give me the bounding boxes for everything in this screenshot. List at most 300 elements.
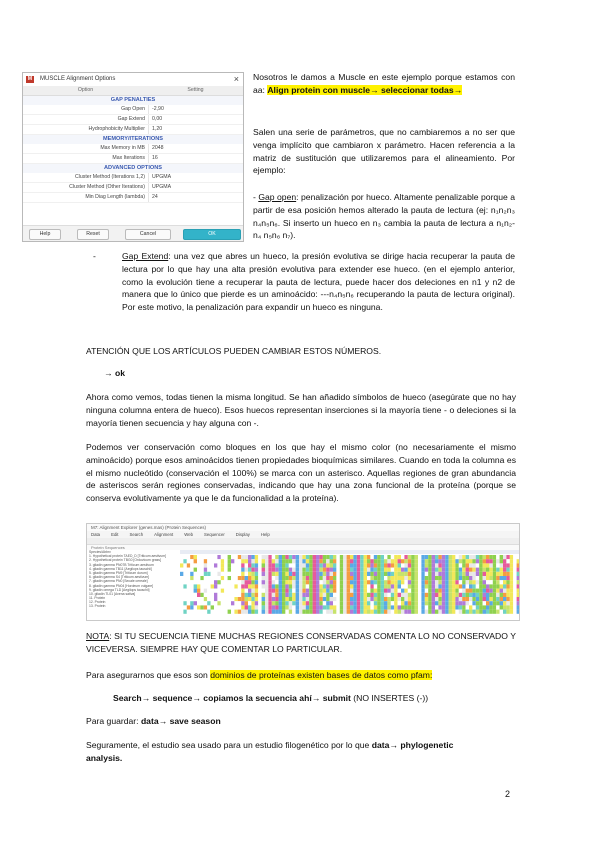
alignment-cell <box>418 584 421 588</box>
alignment-cell <box>183 601 186 605</box>
alignment-cell <box>387 580 390 584</box>
alignment-cell <box>411 580 414 584</box>
alignment-cell <box>401 597 404 601</box>
alignment-cell <box>401 601 404 605</box>
alignment-cell <box>197 589 200 593</box>
alignment-cell <box>248 593 251 597</box>
cancel-button[interactable]: Cancel <box>125 229 171 240</box>
alignment-cell <box>275 580 278 584</box>
alignment-cell <box>214 580 217 584</box>
alignment-cell <box>336 555 339 559</box>
alignment-cell <box>445 576 448 580</box>
alignment-cell <box>217 601 220 605</box>
alignment-cell <box>200 610 203 614</box>
option-row[interactable] <box>23 154 243 164</box>
alignment-cell <box>353 568 356 572</box>
alignment-cell <box>486 568 489 572</box>
alignment-cell <box>245 597 248 601</box>
alignment-cell <box>483 605 486 609</box>
alignment-cell <box>421 555 424 559</box>
alignment-cell <box>262 589 265 593</box>
alignment-cell <box>214 576 217 580</box>
alignment-cell <box>231 597 234 601</box>
alignment-cell <box>472 568 475 572</box>
alignment-cell <box>353 589 356 593</box>
alignment-cell <box>411 572 414 576</box>
alignment-cell <box>486 601 489 605</box>
alignment-cell <box>357 563 360 567</box>
alignment-cell <box>258 580 261 584</box>
sequence-name[interactable]: 3. gliadin gamma PN07B Triticum aestivum <box>89 562 154 567</box>
alignment-cell <box>449 597 452 601</box>
alignment-cell <box>428 610 431 614</box>
alignment-cell <box>421 584 424 588</box>
alignment-cell <box>190 559 193 563</box>
alignment-cell <box>211 584 214 588</box>
alignment-cell <box>313 576 316 580</box>
alignment-cell <box>313 563 316 567</box>
alignment-cell <box>428 584 431 588</box>
alignment-cell <box>187 584 190 588</box>
alignment-cell <box>255 563 258 567</box>
alignment-cell <box>262 584 265 588</box>
alignment-cell <box>238 589 241 593</box>
alignment-cell <box>211 593 214 597</box>
alignment-cell <box>248 597 251 601</box>
alignment-cell <box>445 568 448 572</box>
alignment-cell <box>343 601 346 605</box>
option-row[interactable] <box>23 105 243 115</box>
alignment-cell <box>476 563 479 567</box>
alignment-cell <box>418 597 421 601</box>
alignment-cell <box>272 568 275 572</box>
alignment-cell <box>350 576 353 580</box>
alignment-cell <box>279 580 282 584</box>
alignment-cell <box>333 605 336 609</box>
arrow-icon: → <box>311 693 321 703</box>
alignment-cell <box>258 605 261 609</box>
alignment-cell <box>377 597 380 601</box>
alignment-cell <box>404 597 407 601</box>
alignment-cell <box>319 584 322 588</box>
alignment-cell <box>285 597 288 601</box>
alignment-cell <box>302 559 305 563</box>
alignment-cell <box>455 555 458 559</box>
alignment-cell <box>302 572 305 576</box>
alignment-cell <box>336 605 339 609</box>
paragraph-guardar <box>86 715 516 728</box>
alignment-cell <box>194 572 197 576</box>
alignment-cell <box>394 584 397 588</box>
alignment-cell <box>255 568 258 572</box>
sequence-name[interactable]: 7. gliadin gamma PN0 [Secale cereale] <box>89 579 148 584</box>
alignment-cell <box>194 563 197 567</box>
option-value[interactable]: 24 <box>148 193 243 202</box>
option-label: Max Iterations <box>112 155 145 161</box>
option-value[interactable]: 16 <box>148 154 243 163</box>
alignment-cell <box>513 559 516 563</box>
alignment-cell <box>364 559 367 563</box>
alignment-cell <box>207 584 210 588</box>
alignment-cell <box>496 568 499 572</box>
alignment-cell <box>438 572 441 576</box>
alignment-cell <box>394 559 397 563</box>
alignment-cell <box>285 580 288 584</box>
alignment-cell <box>381 580 384 584</box>
alignment-cell <box>343 580 346 584</box>
alignment-cell <box>302 555 305 559</box>
alignment-cell <box>452 555 455 559</box>
sequence-name[interactable]: Species/Abbrv <box>89 550 111 554</box>
alignment-cell <box>268 572 271 576</box>
alignment-cell <box>387 576 390 580</box>
option-row[interactable] <box>23 115 243 125</box>
alignment-cell <box>217 568 220 572</box>
alignment-cell <box>292 589 295 593</box>
alignment-cell <box>435 589 438 593</box>
alignment-cell <box>459 555 462 559</box>
alignment-cell <box>374 568 377 572</box>
alignment-cell <box>323 572 326 576</box>
alignment-cell <box>401 605 404 609</box>
sequence-name[interactable]: 2. Hypothetical protein TBG0 [Ordovicum grass] <box>89 558 161 563</box>
alignment-cell <box>452 572 455 576</box>
section-memory-iterations: MEMORY/ITERATIONS <box>23 135 243 144</box>
alignment-cell <box>510 576 513 580</box>
alignment-cell <box>302 610 305 614</box>
alignment-cell <box>455 589 458 593</box>
help-button[interactable]: Help <box>29 229 61 240</box>
alignment-cell <box>391 572 394 576</box>
alignment-cell <box>387 597 390 601</box>
alignment-cell <box>200 580 203 584</box>
alignment-cell <box>506 572 509 576</box>
alignment-cell <box>333 555 336 559</box>
alignment-cell <box>309 597 312 601</box>
alignment-cell <box>330 559 333 563</box>
menu-item[interactable]: Display <box>235 532 250 537</box>
alignment-cell <box>306 568 309 572</box>
alignment-cell <box>360 563 363 567</box>
alignment-cell <box>513 555 516 559</box>
alignment-cell <box>224 597 227 601</box>
alignment-cell <box>398 605 401 609</box>
alignment-cell <box>350 563 353 567</box>
alignment-cell <box>340 576 343 580</box>
alignment-cell <box>275 568 278 572</box>
alignment-cell <box>374 580 377 584</box>
highlight-pfam: dominios de proteínas existen bases de datos como pfam: <box>210 670 433 680</box>
alignment-cell <box>469 563 472 567</box>
alignment-cell <box>449 584 452 588</box>
ok-button[interactable]: OK <box>183 229 241 240</box>
alignment-cell <box>187 597 190 601</box>
text: save season <box>167 716 221 726</box>
alignment-cell <box>486 563 489 567</box>
alignment-cell <box>466 584 469 588</box>
alignment-cell <box>476 593 479 597</box>
alignment-cell <box>428 601 431 605</box>
sequence-name[interactable]: 9. gliadin omega TLD [Aegilops tauschii] <box>89 587 150 592</box>
alignment-cell <box>452 563 455 567</box>
sequence-name[interactable]: 6. gliadin gamma S4 [Triticum aestivum] <box>89 575 150 580</box>
alignment-cell <box>340 563 343 567</box>
alignment-cell <box>479 605 482 609</box>
alignment-cell <box>299 576 302 580</box>
alignment-cell <box>228 563 231 567</box>
alignment-cell <box>268 589 271 593</box>
alignment-cell <box>272 559 275 563</box>
alignment-cell <box>340 584 343 588</box>
alignment-cell <box>489 576 492 580</box>
sequence-name[interactable]: 1. Hypothetical protein TAED_D [Triticum aestivum] <box>89 554 167 559</box>
alignment-cell <box>194 576 197 580</box>
sequence-name[interactable]: 11. Protein <box>89 596 106 601</box>
alignment-cell <box>455 572 458 576</box>
alignment-cell <box>330 593 333 597</box>
alignment-cell <box>394 572 397 576</box>
alignment-cell <box>357 576 360 580</box>
alignment-cell <box>466 610 469 614</box>
alignment-cell <box>214 559 217 563</box>
sequence-name[interactable]: 10. gliadin TL01 [Avena sativa] <box>89 591 136 596</box>
page-number: 2 <box>505 789 511 799</box>
alignment-cell <box>330 580 333 584</box>
dialog-column-header <box>23 86 243 96</box>
alignment-cell <box>503 593 506 597</box>
alignment-cell <box>183 568 186 572</box>
alignment-cell <box>350 610 353 614</box>
alignment-cell <box>387 555 390 559</box>
alignment-cell <box>489 593 492 597</box>
sequence-name[interactable]: 8. gliadin gamma PN04 [Hordeum vulgare] <box>89 583 154 588</box>
alignment-cell <box>299 610 302 614</box>
alignment-cell <box>326 555 329 559</box>
menu-item[interactable]: Sequencer <box>203 532 225 537</box>
alignment-cell <box>357 580 360 584</box>
alignment-cell <box>425 563 428 567</box>
alignment-cell <box>415 572 418 576</box>
alignment-cell <box>493 568 496 572</box>
alignment-cell <box>370 576 373 580</box>
alignment-cell <box>510 610 513 614</box>
alignment-cell <box>462 580 465 584</box>
option-label: Max Memory in MB <box>100 145 145 151</box>
option-value[interactable]: -2,90 <box>148 105 243 114</box>
alignment-cell <box>466 593 469 597</box>
sequence-name[interactable]: 13. Protein <box>89 604 106 609</box>
alignment-cell <box>197 572 200 576</box>
alignment-cell <box>445 593 448 597</box>
alignment-cell <box>231 605 234 609</box>
alignment-colour-grid[interactable] <box>180 555 520 621</box>
option-value[interactable]: 0,00 <box>148 115 243 124</box>
option-value[interactable]: UPGMA <box>148 183 243 192</box>
alignment-cell <box>180 605 183 609</box>
section-gap-penalties: GAP PENALTIES <box>23 96 243 105</box>
alignment-cell <box>391 584 394 588</box>
alignment-cell <box>476 580 479 584</box>
alignment-cell <box>367 589 370 593</box>
alignment-cell <box>241 568 244 572</box>
alignment-cell <box>255 605 258 609</box>
alignment-cell <box>517 589 520 593</box>
alignment-cell <box>449 568 452 572</box>
alignment-cell <box>483 580 486 584</box>
alignment-cell <box>394 580 397 584</box>
alignment-cell <box>214 597 217 601</box>
alignment-cell <box>479 563 482 567</box>
alignment-cell <box>384 555 387 559</box>
alignment-cell <box>438 563 441 567</box>
alignment-cell <box>421 589 424 593</box>
alignment-cell <box>449 610 452 614</box>
close-icon[interactable]: × <box>233 74 239 84</box>
alignment-cell <box>241 580 244 584</box>
alignment-cell <box>370 572 373 576</box>
alignment-cell <box>228 559 231 563</box>
alignment-cell <box>510 572 513 576</box>
alignment-cell <box>421 572 424 576</box>
alignment-cell <box>493 584 496 588</box>
menu-item[interactable]: Search <box>129 532 144 537</box>
alignment-cell <box>483 597 486 601</box>
alignment-cell <box>469 559 472 563</box>
alignment-cell <box>231 563 234 567</box>
alignment-cell <box>347 601 350 605</box>
alignment-cell <box>231 576 234 580</box>
alignment-cell <box>336 589 339 593</box>
alignment-cell <box>418 576 421 580</box>
alignment-cell <box>234 559 237 563</box>
alignment-cell <box>180 580 183 584</box>
alignment-cell <box>384 559 387 563</box>
alignment-cell <box>319 593 322 597</box>
alignment-cell <box>411 584 414 588</box>
alignment-cell <box>217 563 220 567</box>
alignment-cell <box>513 563 516 567</box>
menu-item[interactable]: Edit <box>111 532 119 537</box>
reset-button[interactable]: Reset <box>77 229 109 240</box>
alignment-cell <box>493 605 496 609</box>
alignment-cell <box>296 563 299 567</box>
alignment-cell <box>279 563 282 567</box>
alignment-cell <box>404 568 407 572</box>
menu-item[interactable]: Web <box>184 532 193 537</box>
alignment-cell <box>282 597 285 601</box>
alignment-cell <box>401 610 404 614</box>
menu-item[interactable]: Help <box>260 532 270 537</box>
alignment-cell <box>483 572 486 576</box>
alignment-cell <box>282 601 285 605</box>
option-row[interactable] <box>23 193 243 203</box>
alignment-cell <box>347 559 350 563</box>
alignment-cell <box>370 555 373 559</box>
alignment-cell <box>370 563 373 567</box>
option-row[interactable] <box>23 125 243 135</box>
alignment-cell <box>258 559 261 563</box>
alignment-cell <box>459 601 462 605</box>
alignment-cell <box>326 568 329 572</box>
alignment-cell <box>469 555 472 559</box>
alignment-cell <box>387 593 390 597</box>
alignment-cell <box>241 584 244 588</box>
alignment-cell <box>265 584 268 588</box>
alignment-cell <box>387 601 390 605</box>
alignment-cell <box>489 589 492 593</box>
alignment-cell <box>503 584 506 588</box>
alignment-cell <box>486 597 489 601</box>
alignment-cell <box>350 568 353 572</box>
alignment-cell <box>299 580 302 584</box>
alignment-cell <box>483 593 486 597</box>
alignment-cell <box>248 568 251 572</box>
option-row[interactable] <box>23 144 243 154</box>
alignment-cell <box>306 580 309 584</box>
alignment-cell <box>309 563 312 567</box>
alignment-cell <box>214 601 217 605</box>
alignment-cell <box>180 589 183 593</box>
alignment-cell <box>336 576 339 580</box>
option-row[interactable] <box>23 183 243 193</box>
alignment-cell <box>234 601 237 605</box>
alignment-cell <box>262 572 265 576</box>
alignment-cell <box>466 576 469 580</box>
text: seleccionar todas <box>378 84 454 95</box>
alignment-cell <box>408 559 411 563</box>
alignment-cell <box>183 580 186 584</box>
alignment-cell <box>221 597 224 601</box>
alignment-cell <box>415 580 418 584</box>
option-value[interactable]: 1,20 <box>148 125 243 134</box>
alignment-cell <box>411 559 414 563</box>
option-value[interactable]: 2048 <box>148 144 243 153</box>
alignment-cell <box>483 559 486 563</box>
option-value[interactable]: UPGMA <box>148 173 243 182</box>
alignment-cell <box>360 568 363 572</box>
alignment-cell <box>462 568 465 572</box>
alignment-cell <box>408 563 411 567</box>
alignment-cell <box>272 610 275 614</box>
sequence-name[interactable]: 12. Protein <box>89 600 106 605</box>
alignment-cell <box>357 572 360 576</box>
alignment-cell <box>472 572 475 576</box>
alignment-cell <box>489 572 492 576</box>
alignment-cell <box>483 576 486 580</box>
alignment-cell <box>265 555 268 559</box>
alignment-cell <box>506 610 509 614</box>
alignment-cell <box>438 559 441 563</box>
arrow-icon: → <box>158 716 168 726</box>
alignment-cell <box>476 610 479 614</box>
alignment-cell <box>391 568 394 572</box>
menu-item[interactable]: Alignment <box>154 532 174 537</box>
alignment-cell <box>245 605 248 609</box>
alignment-cell <box>374 605 377 609</box>
sequence-name[interactable]: 5. gliadin gamma PN9 [Triticum durum] <box>89 570 148 575</box>
alignment-cell <box>323 589 326 593</box>
alignment-cell <box>479 555 482 559</box>
alignment-cell <box>262 580 265 584</box>
alignment-cell <box>377 576 380 580</box>
sequence-name[interactable]: 4. gliadin gamma TB11 [Aegilops tauschii] <box>89 566 152 571</box>
alignment-cell <box>364 601 367 605</box>
option-row[interactable] <box>23 173 243 183</box>
alignment-cell <box>279 593 282 597</box>
menu-item[interactable]: Data <box>91 532 101 537</box>
alignment-cell <box>500 597 503 601</box>
ok-line <box>104 367 125 380</box>
